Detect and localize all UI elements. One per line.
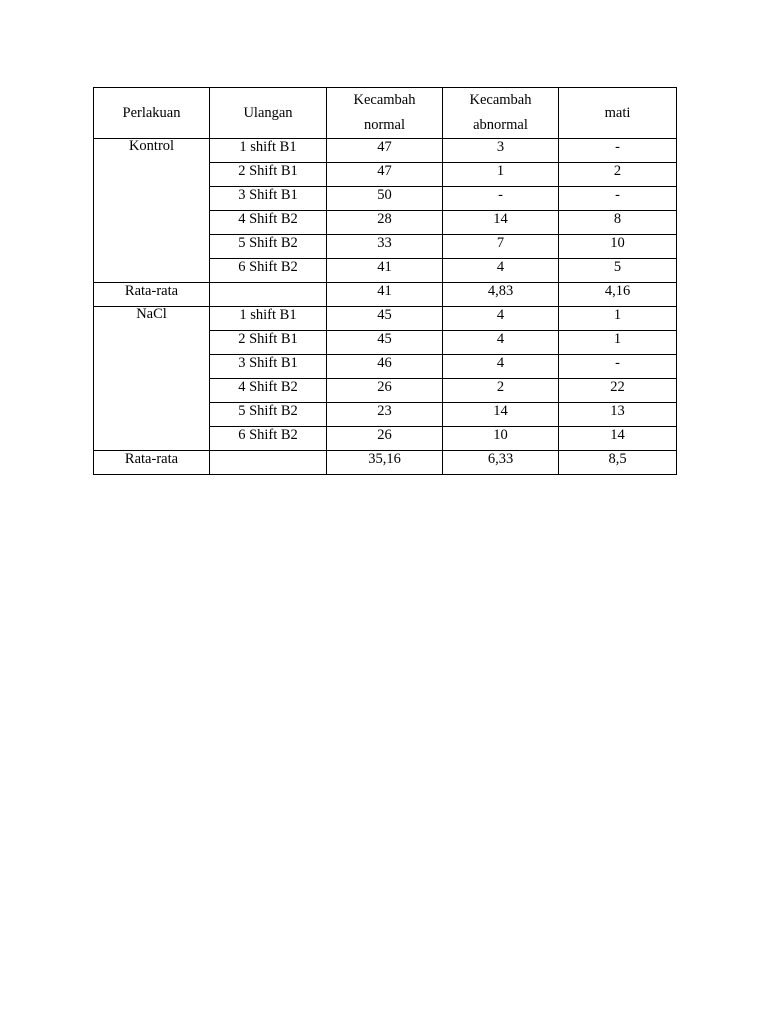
- cell-normal: 41: [327, 259, 443, 283]
- average-mati: 4,16: [559, 283, 677, 307]
- cell-normal: 23: [327, 403, 443, 427]
- cell-ulangan: 2 Shift B1: [210, 331, 327, 355]
- header-abnormal-line2: abnormal: [473, 117, 528, 133]
- cell-abnormal: 1: [443, 163, 559, 187]
- average-row: [94, 283, 677, 307]
- cell-normal: 45: [327, 307, 443, 331]
- cell-mati: 2: [559, 163, 677, 187]
- cell-abnormal: 14: [443, 403, 559, 427]
- cell-abnormal: 4: [443, 331, 559, 355]
- table-header-row: [94, 88, 677, 139]
- cell-abnormal: 4: [443, 307, 559, 331]
- cell-ulangan: 3 Shift B1: [210, 355, 327, 379]
- cell-normal: 46: [327, 355, 443, 379]
- average-row: [94, 451, 677, 475]
- cell-normal: 33: [327, 235, 443, 259]
- header-normal-line1: Kecambah: [353, 92, 416, 108]
- header-kecambah-normal: [327, 88, 443, 139]
- cell-normal: 47: [327, 139, 443, 163]
- cell-ulangan: 6 Shift B2: [210, 259, 327, 283]
- table-row: [94, 139, 677, 163]
- cell-ulangan: 1 shift B1: [210, 307, 327, 331]
- germination-table: [93, 87, 677, 475]
- average-ulangan: [210, 451, 327, 475]
- average-label: Rata-rata: [94, 283, 210, 307]
- cell-normal: 26: [327, 379, 443, 403]
- cell-ulangan: 4 Shift B2: [210, 211, 327, 235]
- cell-abnormal: -: [443, 187, 559, 211]
- average-normal: 41: [327, 283, 443, 307]
- header-kecambah-abnormal: [443, 88, 559, 139]
- cell-ulangan: 5 Shift B2: [210, 235, 327, 259]
- header-mati: mati: [559, 88, 677, 139]
- cell-abnormal: 14: [443, 211, 559, 235]
- cell-mati: 1: [559, 307, 677, 331]
- cell-ulangan: 2 Shift B1: [210, 163, 327, 187]
- group-label-kontrol: Kontrol: [94, 139, 210, 283]
- cell-ulangan: 5 Shift B2: [210, 403, 327, 427]
- average-normal: 35,16: [327, 451, 443, 475]
- average-abnormal: 4,83: [443, 283, 559, 307]
- header-ulangan: Ulangan: [210, 88, 327, 139]
- average-label: Rata-rata: [94, 451, 210, 475]
- cell-ulangan: 4 Shift B2: [210, 379, 327, 403]
- cell-mati: 1: [559, 331, 677, 355]
- group-label-nacl: NaCl: [94, 307, 210, 451]
- header-normal-line2: normal: [363, 117, 406, 133]
- average-ulangan: [210, 283, 327, 307]
- cell-normal: 28: [327, 211, 443, 235]
- cell-mati: 5: [559, 259, 677, 283]
- cell-ulangan: 3 Shift B1: [210, 187, 327, 211]
- cell-mati: -: [559, 187, 677, 211]
- average-abnormal: 6,33: [443, 451, 559, 475]
- cell-ulangan: 6 Shift B2: [210, 427, 327, 451]
- cell-normal: 47: [327, 163, 443, 187]
- cell-mati: 8: [559, 211, 677, 235]
- cell-mati: -: [559, 139, 677, 163]
- cell-mati: 22: [559, 379, 677, 403]
- table-row: [94, 307, 677, 331]
- cell-abnormal: 3: [443, 139, 559, 163]
- cell-mati: 13: [559, 403, 677, 427]
- average-mati: 8,5: [559, 451, 677, 475]
- header-abnormal-line1: Kecambah: [469, 92, 532, 108]
- cell-normal: 50: [327, 187, 443, 211]
- cell-mati: -: [559, 355, 677, 379]
- cell-abnormal: 7: [443, 235, 559, 259]
- cell-abnormal: 4: [443, 259, 559, 283]
- cell-abnormal: 4: [443, 355, 559, 379]
- cell-mati: 14: [559, 427, 677, 451]
- cell-normal: 45: [327, 331, 443, 355]
- cell-ulangan: 1 shift B1: [210, 139, 327, 163]
- header-perlakuan: Perlakuan: [94, 88, 210, 139]
- cell-mati: 10: [559, 235, 677, 259]
- cell-abnormal: 2: [443, 379, 559, 403]
- cell-normal: 26: [327, 427, 443, 451]
- cell-abnormal: 10: [443, 427, 559, 451]
